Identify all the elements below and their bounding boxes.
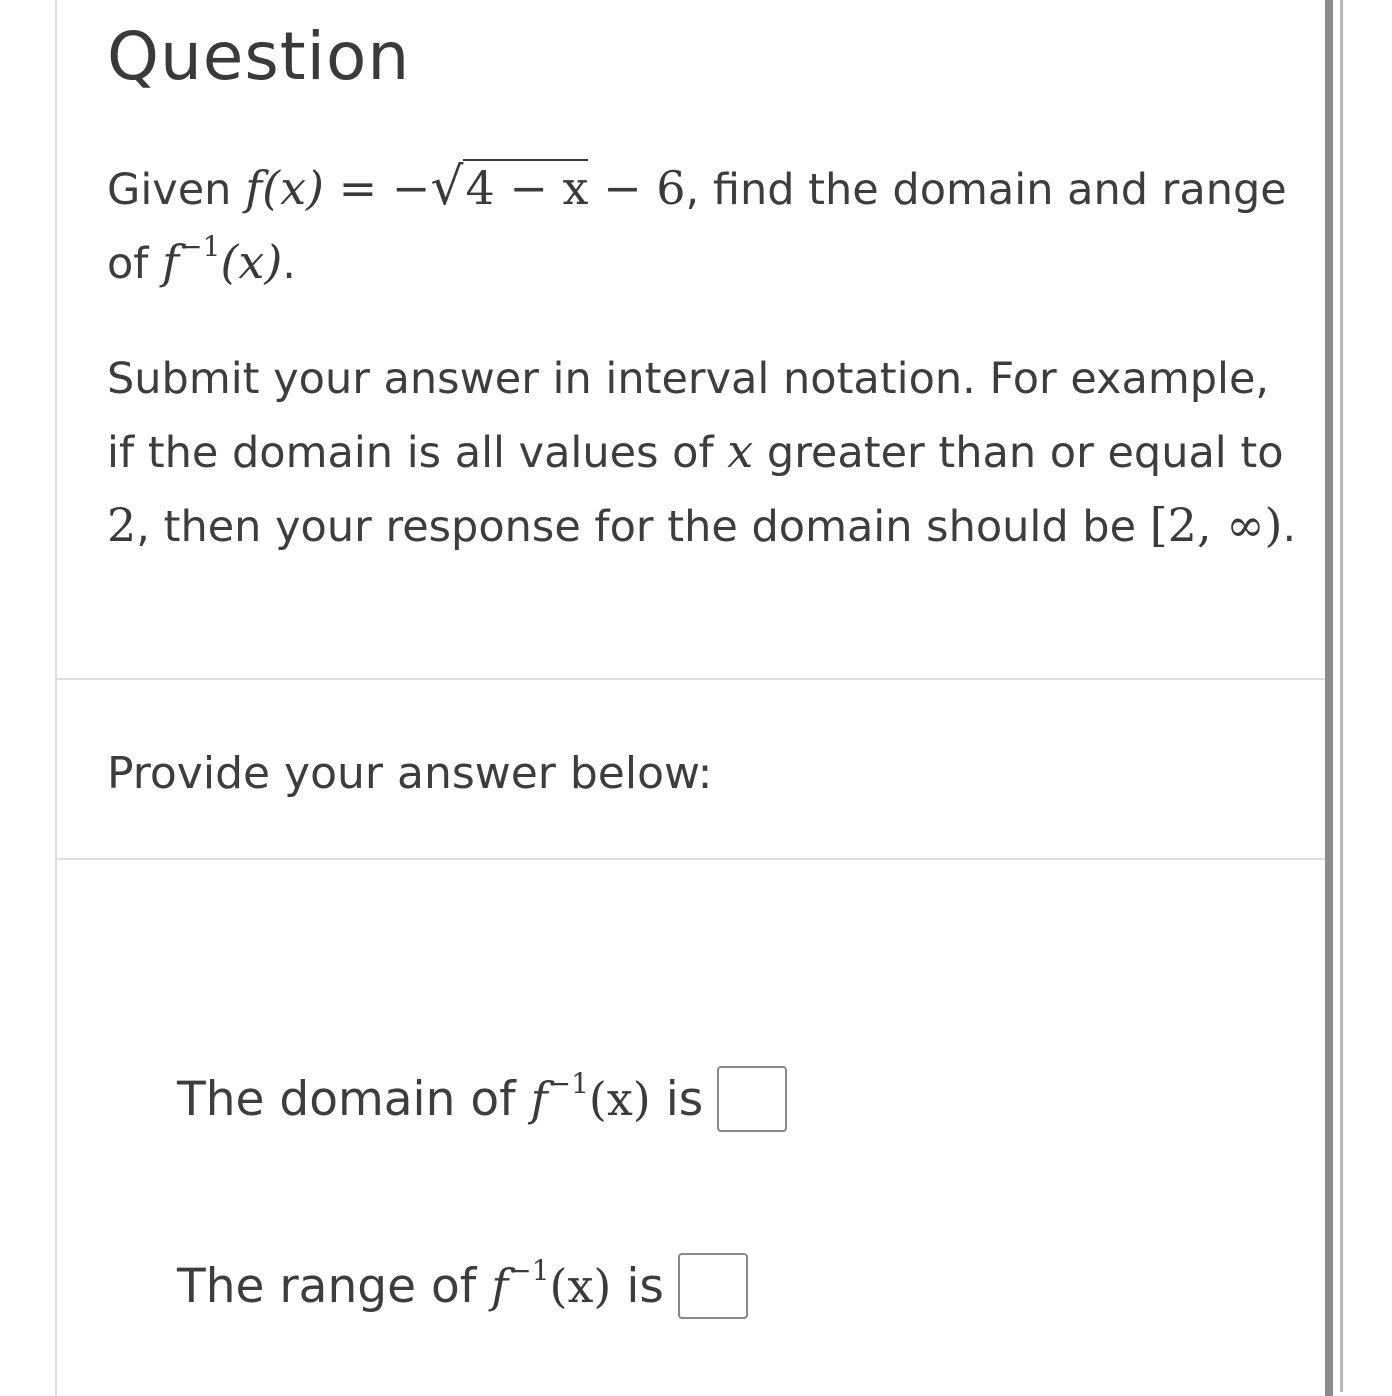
instructions-part-a: Submit your answer in interval notation. For example, if the domain is all values of	[107, 354, 1270, 478]
inverse-arg: (x)	[220, 235, 283, 289]
domain-exp: −1	[547, 1067, 589, 1100]
outer-scroll-border	[1340, 0, 1343, 1392]
inverse-function	[162, 230, 283, 289]
period: .	[282, 239, 296, 289]
radicand: 4 − x	[465, 161, 589, 215]
domain-f: f	[530, 1072, 548, 1126]
period-2: .	[1282, 502, 1297, 552]
domain-input[interactable]	[717, 1066, 787, 1132]
question-text	[107, 151, 1287, 300]
domain-arg: (x)	[588, 1072, 651, 1126]
instructions-part-c: , then your response for the domain should be	[136, 502, 1137, 552]
instructions-part-b: greater than or equal to	[766, 428, 1284, 478]
range-input[interactable]	[678, 1253, 748, 1319]
inverse-base: f	[162, 235, 180, 289]
given-label: Given	[107, 165, 232, 215]
radical-icon: √	[430, 157, 464, 217]
example-interval: [2, ∞)	[1149, 498, 1283, 552]
page-title: Question	[107, 18, 411, 95]
range-f: f	[491, 1259, 509, 1313]
negative-sign: −	[391, 161, 431, 215]
variable-x: x	[727, 424, 754, 478]
equals-sign: =	[338, 161, 378, 215]
range-answer-row	[177, 1253, 748, 1319]
constant-term: − 6	[603, 161, 686, 215]
inverse-exponent: −1	[179, 230, 221, 263]
range-prefix: The range of	[177, 1258, 477, 1314]
range-is: is	[626, 1258, 664, 1314]
domain-inverse-function	[530, 1067, 651, 1126]
instructions-text	[107, 343, 1307, 563]
function-lhs: f(x)	[245, 161, 324, 215]
number-two: 2	[107, 498, 137, 552]
domain-is: is	[665, 1071, 704, 1127]
range-inverse-function	[491, 1254, 612, 1313]
domain-answer-row	[177, 1066, 787, 1132]
intro-rest: , find the domain and range of	[107, 165, 1287, 289]
range-exp: −1	[508, 1254, 550, 1287]
function-expression	[245, 157, 686, 217]
provide-section	[57, 680, 1325, 860]
question-section	[57, 0, 1325, 680]
question-card	[55, 0, 1333, 1396]
range-arg: (x)	[549, 1259, 612, 1313]
provide-label: Provide your answer below:	[107, 748, 713, 799]
square-root	[430, 151, 588, 224]
domain-prefix: The domain of	[177, 1071, 516, 1127]
